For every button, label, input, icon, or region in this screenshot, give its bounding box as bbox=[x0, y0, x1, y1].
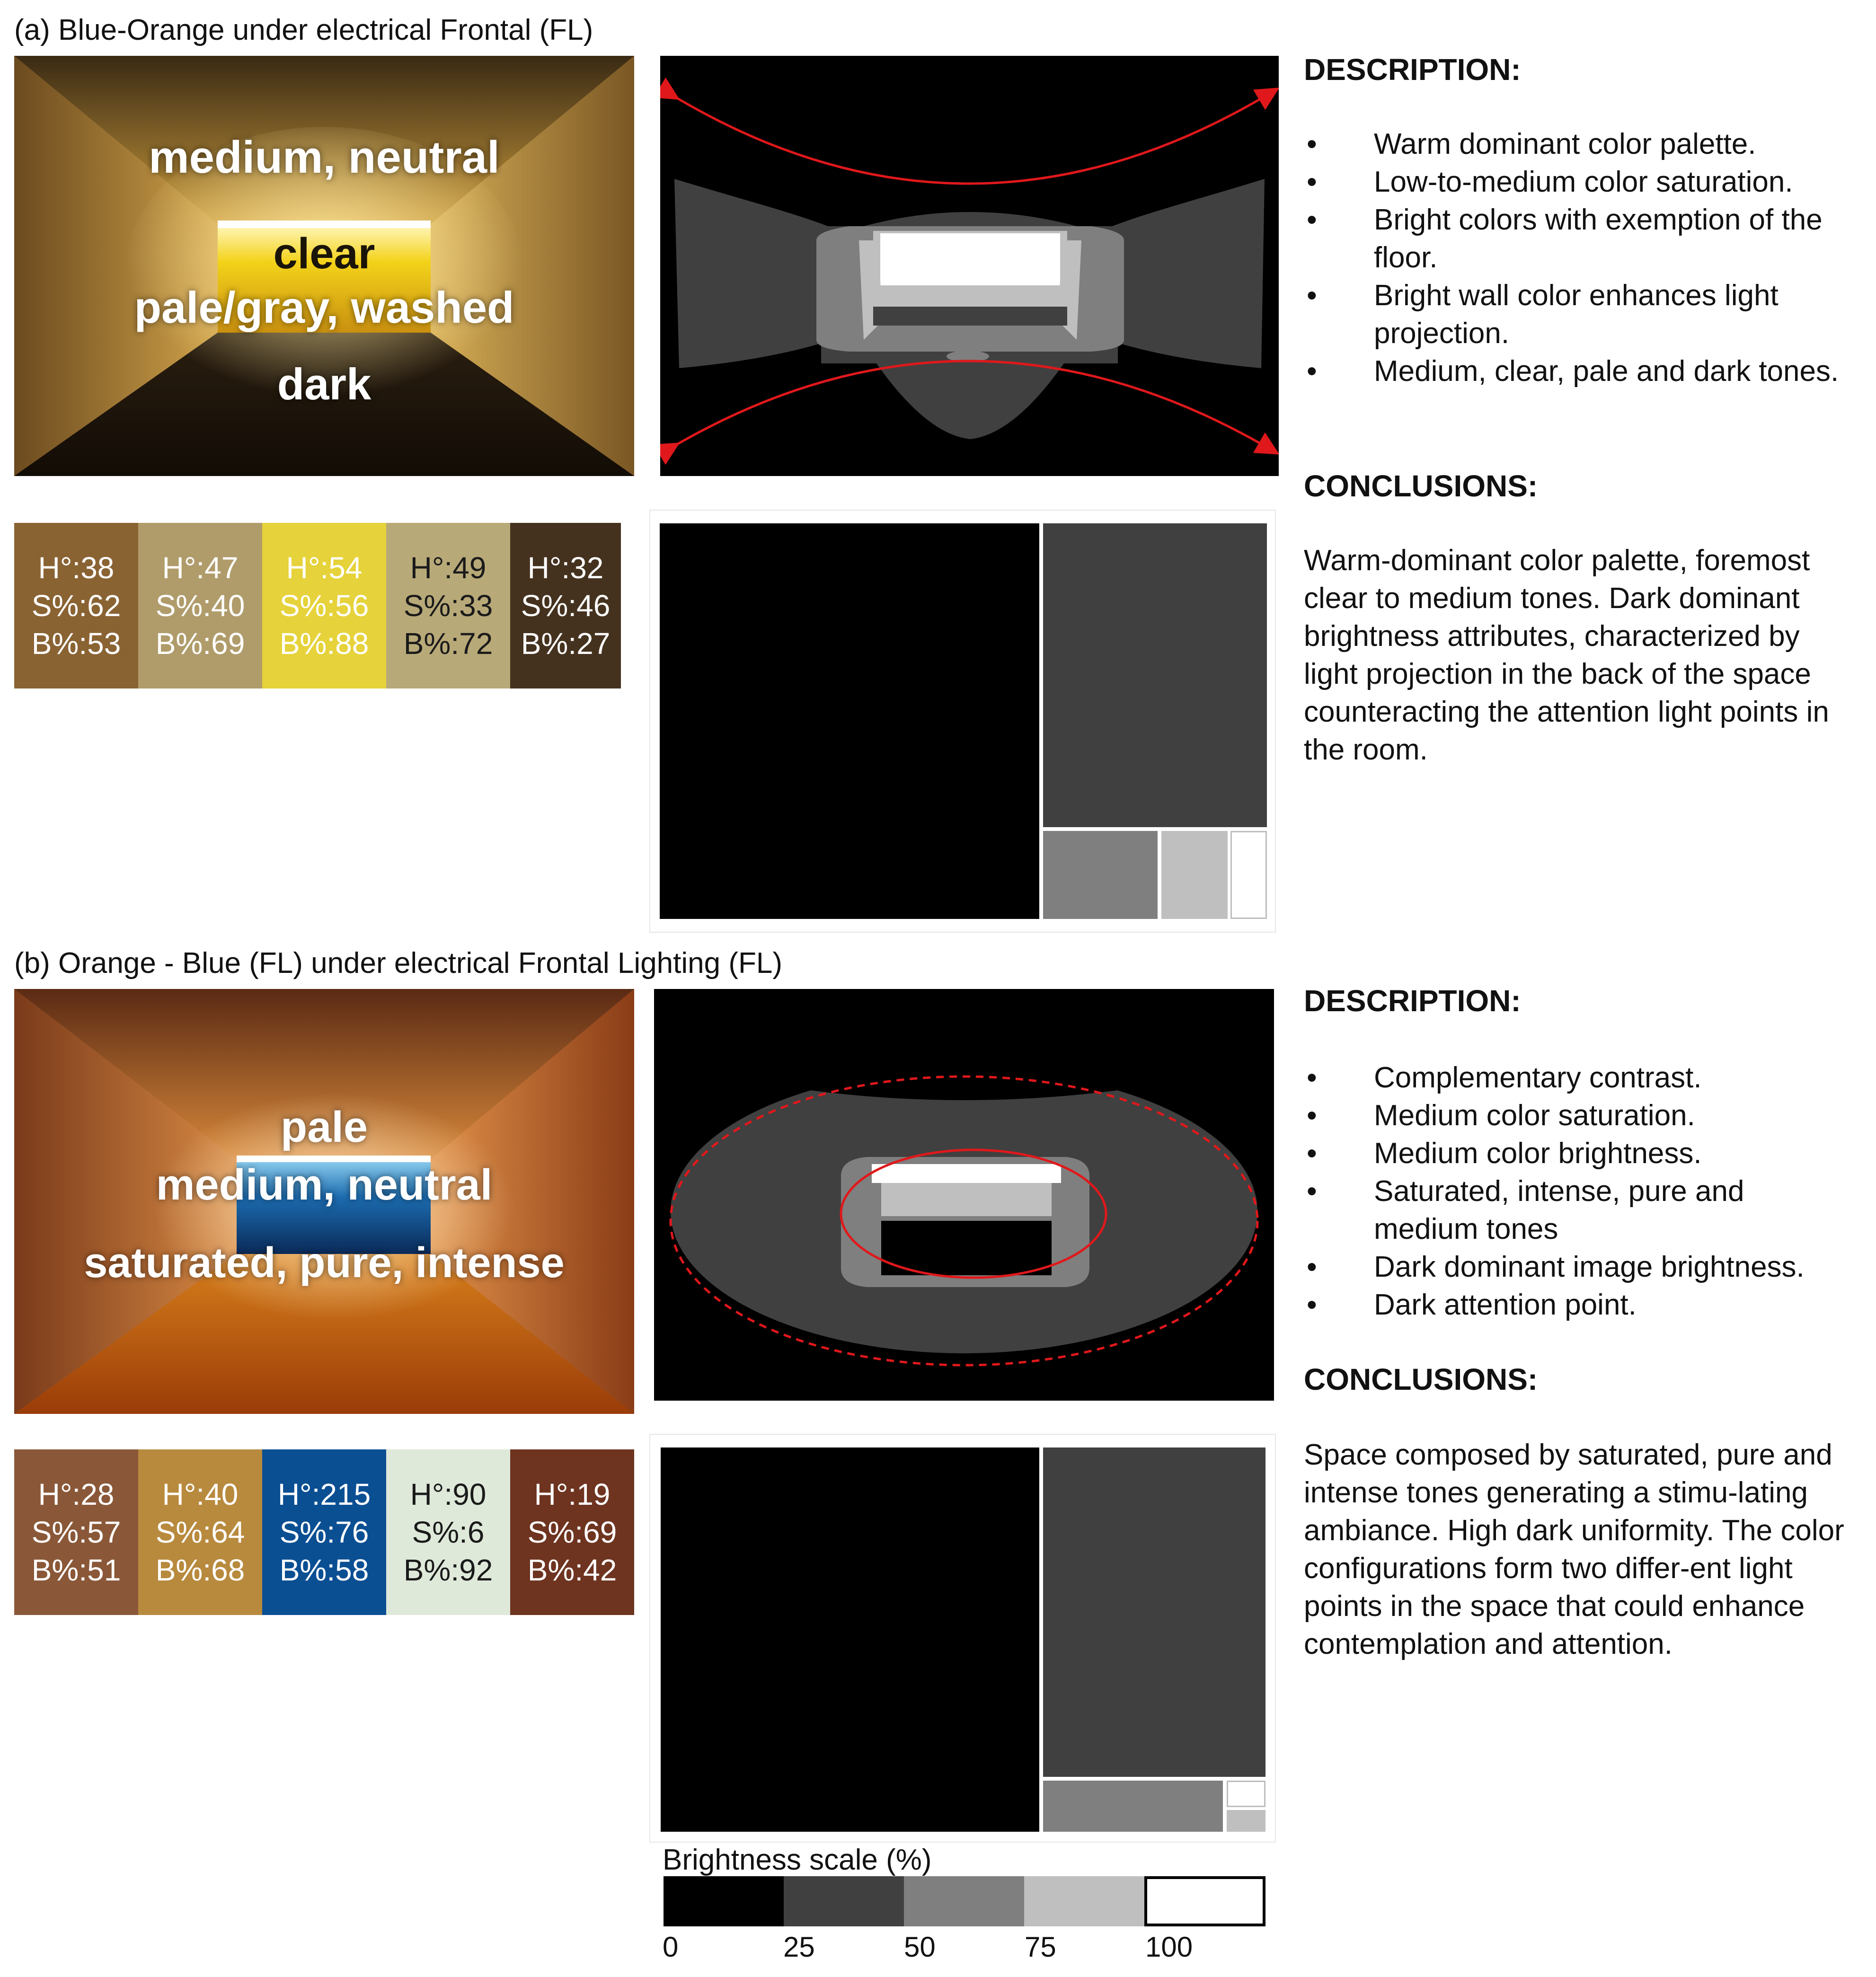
panel-a-brightness-treemap bbox=[649, 510, 1276, 933]
list-item: • Medium color brightness. bbox=[1307, 1137, 1702, 1170]
scale-tick-50: 50 bbox=[904, 1931, 936, 1963]
color-swatch bbox=[14, 1449, 138, 1615]
swatch-brightness: B%:51 bbox=[31, 1553, 121, 1587]
swatch-hue: H°:215 bbox=[277, 1477, 371, 1511]
photo-label-medium-neutral: medium, neutral bbox=[149, 132, 500, 183]
scale-tick-0: 0 bbox=[663, 1931, 679, 1963]
treemap-block-0 bbox=[660, 523, 1039, 919]
scale-tick-100: 100 bbox=[1145, 1931, 1193, 1963]
color-swatch bbox=[386, 523, 510, 688]
brightness-scale-title: Brightness scale (%) bbox=[663, 1844, 932, 1876]
scale-tick-25: 25 bbox=[783, 1931, 815, 1963]
list-item: • Bright colors with exemption of the floor. bbox=[1307, 203, 1823, 274]
swatch-saturation: S%:62 bbox=[31, 589, 121, 623]
color-swatch bbox=[510, 1449, 634, 1615]
panel-b-conclusion-text: Space composed by saturated, pure and intense tones generating a stimu-lating ambiance. High dark uniformity. The color configurations form two differ-ent light points in the space that could enhance contemplation and attention. bbox=[1304, 1439, 1844, 1660]
treemap-block-25 bbox=[1043, 523, 1267, 827]
panel-b-conclusions-heading: CONCLUSIONS: bbox=[1304, 1362, 1538, 1396]
swatch-brightness: B%:68 bbox=[155, 1553, 245, 1587]
swatch-hue: H°:47 bbox=[162, 551, 239, 585]
color-swatch bbox=[386, 1449, 510, 1615]
photo-label-pale-gray-washed: pale/gray, washed bbox=[134, 282, 514, 332]
photo-label-clear: clear bbox=[273, 229, 375, 278]
panel-a-conclusion-text: Warm-dominant color palette, foremost clear to medium tones. Dark dominant brightness attributes, characterized by light projection in the back of the space counteracting the attention light points in the room. bbox=[1304, 544, 1829, 766]
photo-label-saturated-pure-intense: saturated, pure, intense bbox=[84, 1239, 565, 1287]
treemap-block-75 bbox=[1227, 1810, 1265, 1832]
swatch-saturation: S%:40 bbox=[155, 589, 245, 623]
photo-label-pale: pale bbox=[280, 1103, 368, 1151]
list-item: • Low-to-medium color saturation. bbox=[1307, 166, 1793, 198]
photo-label-medium-neutral: medium, neutral bbox=[156, 1161, 493, 1209]
panel-b-brightness-treemap bbox=[649, 1434, 1276, 1843]
swatch-brightness: B%:53 bbox=[31, 627, 121, 661]
scale-cell-75 bbox=[1024, 1876, 1144, 1926]
treemap-block-50 bbox=[1043, 1781, 1223, 1832]
panel-b-room-photo bbox=[14, 989, 634, 1414]
panel-a-caption: (a) Blue-Orange under electrical Frontal (FL) bbox=[14, 14, 593, 46]
swatch-saturation: S%:56 bbox=[279, 589, 369, 623]
swatch-saturation: S%:64 bbox=[155, 1515, 245, 1549]
swatch-brightness: B%:72 bbox=[403, 627, 493, 661]
list-item: • Bright wall color enhances light projection. bbox=[1307, 279, 1779, 350]
swatch-hue: H°:54 bbox=[286, 551, 363, 585]
treemap-block-0 bbox=[661, 1447, 1039, 1832]
panel-a-brightness-map bbox=[660, 56, 1279, 476]
treemap-block-75 bbox=[1161, 831, 1228, 919]
scale-cell-0 bbox=[664, 1876, 784, 1926]
list-item: • Medium color saturation. bbox=[1307, 1099, 1695, 1132]
list-item: • Dark dominant image brightness. bbox=[1307, 1251, 1805, 1283]
swatch-hue: H°:38 bbox=[38, 551, 115, 585]
scale-cell-25 bbox=[784, 1876, 904, 1926]
swatch-hue: H°:28 bbox=[38, 1477, 115, 1511]
panel-a-room-photo bbox=[14, 56, 634, 476]
swatch-brightness: B%:58 bbox=[279, 1553, 369, 1587]
swatch-saturation: S%:69 bbox=[527, 1515, 617, 1549]
scale-cell-100 bbox=[1144, 1876, 1265, 1926]
swatch-saturation: S%:33 bbox=[403, 589, 493, 623]
list-item: • Dark attention point. bbox=[1307, 1289, 1637, 1321]
swatch-hue: H°:90 bbox=[410, 1477, 487, 1511]
color-swatch bbox=[138, 1449, 262, 1615]
treemap-block-100 bbox=[1230, 831, 1267, 919]
swatch-hue: H°:49 bbox=[410, 551, 487, 585]
swatch-hue: H°:40 bbox=[162, 1477, 239, 1511]
color-swatch bbox=[262, 523, 386, 688]
swatch-hue: H°:19 bbox=[534, 1477, 611, 1511]
swatch-saturation: S%:57 bbox=[31, 1515, 121, 1549]
scale-cell-50 bbox=[904, 1876, 1024, 1926]
panel-a-description-heading: DESCRIPTION: bbox=[1304, 53, 1521, 87]
treemap-block-100 bbox=[1227, 1781, 1265, 1807]
scale-tick-75: 75 bbox=[1025, 1931, 1056, 1963]
swatch-saturation: S%:76 bbox=[279, 1515, 369, 1549]
list-item: • Warm dominant color palette. bbox=[1307, 128, 1756, 160]
list-item: • Complementary contrast. bbox=[1307, 1061, 1702, 1094]
panel-b-caption: (b) Orange - Blue (FL) under electrical Frontal Lighting (FL) bbox=[14, 947, 782, 980]
swatch-brightness: B%:92 bbox=[403, 1553, 493, 1587]
brightness-scale-bar bbox=[664, 1876, 1265, 1926]
panel-b-brightness-map bbox=[654, 989, 1274, 1401]
treemap-block-25 bbox=[1043, 1447, 1265, 1777]
color-swatch bbox=[14, 523, 138, 688]
panel-a-description-list bbox=[1304, 125, 1853, 390]
panel-b-color-swatches bbox=[14, 1449, 634, 1615]
photo-label-dark: dark bbox=[277, 359, 372, 409]
swatch-brightness: B%:27 bbox=[521, 627, 611, 661]
list-item: • Medium, clear, pale and dark tones. bbox=[1307, 355, 1839, 388]
color-swatch bbox=[510, 523, 621, 688]
treemap-block-50 bbox=[1043, 831, 1158, 919]
panel-b-description-list bbox=[1304, 1059, 1853, 1324]
swatch-saturation: S%:6 bbox=[412, 1515, 485, 1549]
swatch-hue: H°:32 bbox=[527, 551, 604, 585]
swatch-brightness: B%:69 bbox=[155, 627, 245, 661]
swatch-brightness: B%:42 bbox=[527, 1553, 617, 1587]
panel-a-conclusions-heading: CONCLUSIONS: bbox=[1304, 469, 1538, 503]
color-swatch bbox=[262, 1449, 386, 1615]
panel-a-color-swatches bbox=[14, 523, 621, 688]
swatch-brightness: B%:88 bbox=[279, 627, 369, 661]
list-item: • Saturated, intense, pure and medium tones bbox=[1307, 1175, 1744, 1245]
panel-b-description-heading: DESCRIPTION: bbox=[1304, 984, 1521, 1018]
swatch-saturation: S%:46 bbox=[521, 589, 611, 623]
color-swatch bbox=[138, 523, 262, 688]
